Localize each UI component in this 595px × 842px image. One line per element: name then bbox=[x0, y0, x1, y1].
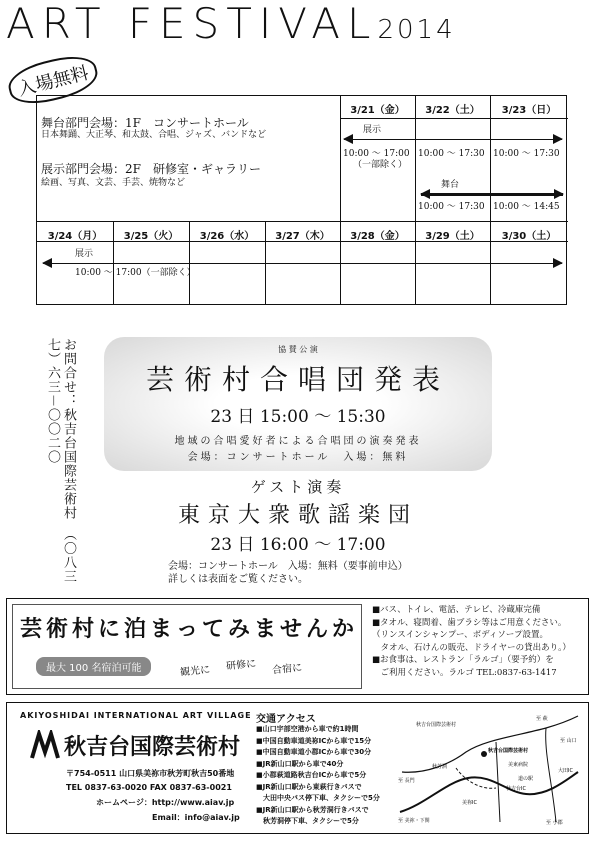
exhibit-genres: 絵画、写真、文芸、手芸、焼物など bbox=[41, 178, 186, 188]
time-3-23: 10:00 ～ 17:30 bbox=[493, 149, 560, 159]
day-header-3-24: 3/24（月） bbox=[47, 231, 103, 242]
time-3-21: 10:00 ～ 17:00 bbox=[343, 149, 410, 159]
guest-time: 23 日 16:00 ～ 17:00 bbox=[210, 535, 386, 555]
festival-title: ART FESTIVAL2014 bbox=[6, 0, 456, 48]
map-label-ota-ic: 大田IC bbox=[558, 768, 573, 774]
map-label-village: 秋吉台国際芸術村 bbox=[488, 748, 529, 754]
map-label-to-mine: 至 美祢・下関 bbox=[398, 818, 430, 824]
access-item: ■小郡萩道路秋吉台ICから車で5分 bbox=[256, 771, 367, 779]
amenity-line: ご利用ください。ラルゴ TEL:0837-63-1417 bbox=[372, 667, 557, 678]
purpose-camp: 合宿に bbox=[271, 662, 303, 677]
access-title: 交通アクセス bbox=[256, 714, 316, 725]
map-label-michinoeki: 道の駅 bbox=[518, 776, 534, 782]
guest-label: ゲスト演奏 bbox=[250, 478, 346, 496]
access-map bbox=[396, 712, 582, 828]
org-address: 〒754-0511 山口県美祢市秋芳町秋吉50番地 bbox=[66, 769, 235, 778]
contact-info: お問合せ：秋吉台国際芸術村 （〇八三七）六三－〇〇二〇 bbox=[45, 338, 76, 584]
exhibit-arrow-week1 bbox=[344, 139, 562, 140]
guest-name: 東京大衆歌謡楽団 bbox=[177, 503, 418, 528]
stage-venue: 舞台部門会場：1F コンサートホール bbox=[41, 116, 249, 130]
amenity-line: ■タオル、寝間着、歯ブラシ等はご用意ください。 bbox=[372, 617, 567, 628]
concert-tag: 協 賛 公 演 bbox=[278, 345, 318, 354]
map-label-to-hagi: 至 萩 bbox=[536, 716, 548, 722]
amenity-line: ■バス、トイレ、電話、テレビ、冷蔵庫完備 bbox=[372, 605, 541, 615]
org-logo-icon bbox=[30, 730, 60, 760]
day-header-3-22: 3/22（土） bbox=[425, 105, 480, 116]
map-label-to-nagato: 至 長門 bbox=[398, 778, 415, 784]
access-item: ■JR新山口駅から車で40分 bbox=[256, 759, 344, 768]
stage-label: 舞台 bbox=[441, 180, 460, 190]
access-item: ■山口宇部空港から車で約1時間 bbox=[256, 725, 359, 733]
concert-title: 芸術村合唱団発表 bbox=[145, 363, 450, 396]
day-header-3-30: 3/30（土） bbox=[501, 231, 557, 242]
access-item: ■JR新山口駅から秋芳洞行きバスで bbox=[256, 805, 369, 814]
map-label-to-ogori: 至 小郡 bbox=[546, 820, 563, 826]
exhibit-label-week1: 展示 bbox=[363, 125, 382, 135]
guest-note: 詳しくは表面をご覧ください。 bbox=[168, 574, 308, 585]
free-admission-badge: 入場無料 bbox=[4, 50, 101, 111]
map-label-akiyoshido: 秋芳洞 bbox=[432, 764, 448, 770]
map-label-akiyoshidai-ic: 秋吉台IC bbox=[506, 786, 526, 792]
map-label-hospital: 美東病院 bbox=[508, 762, 529, 768]
org-tel-fax: TEL 0837-63-0020 FAX 0837-63-0021 bbox=[66, 783, 232, 792]
access-item: ■中国自動車道小郡ICから車で30分 bbox=[256, 748, 372, 756]
stage-arrow bbox=[421, 193, 563, 196]
purpose-training: 研修に bbox=[225, 658, 257, 673]
stay-headline: 芸術村に泊まってみませんか bbox=[20, 617, 359, 642]
capacity-badge: 最大 100 名宿泊可能 bbox=[36, 657, 151, 676]
stage-time-3-22: 10:00 ～ 17:30 bbox=[418, 202, 485, 212]
map-label-to-yamaguchi: 至 山口 bbox=[560, 738, 577, 744]
concert-time: 23 日 15:00 ～ 15:30 bbox=[210, 407, 386, 427]
guest-venue: 会場：コンサートホール 入場：無料（要事前申込） bbox=[168, 561, 408, 572]
exhibit-venue: 展示部門会場：2F 研修室・ギャラリー bbox=[41, 162, 261, 176]
day-header-3-26: 3/26（水） bbox=[199, 231, 255, 242]
day-header-3-27: 3/27（木） bbox=[275, 231, 330, 242]
amenity-line: タオル、石けんの販売、ドライヤーの貸出あり。） bbox=[372, 642, 571, 653]
amenity-line: （リンスインシャンプー、ボディソープ設置。 bbox=[372, 630, 548, 640]
day-header-3-25: 3/25（火） bbox=[123, 231, 179, 242]
purpose-sightseeing: 観光に bbox=[179, 664, 211, 679]
access-item: ■JR新山口駅から東萩行きバスで bbox=[256, 782, 362, 791]
org-name: 秋吉台国際芸術村 bbox=[64, 735, 241, 760]
org-english-name: AKIYOSHIDAI INTERNATIONAL ART VILLAGE bbox=[20, 711, 252, 720]
access-item: 秋芳洞停下車、タクシーで5分 bbox=[256, 817, 359, 825]
map-label-mine-ic: 美祢IC bbox=[462, 800, 477, 806]
day-header-3-21: 3/21（金） bbox=[350, 105, 405, 116]
amenities-list bbox=[372, 604, 584, 679]
day-header-3-29: 3/29（土） bbox=[425, 231, 480, 242]
org-email[interactable]: Email：info@aiav.jp bbox=[152, 813, 240, 822]
day-header-3-23: 3/23（日） bbox=[501, 105, 557, 116]
map-label-village-top: 秋吉台国際芸術村 bbox=[416, 722, 457, 728]
day-header-3-28: 3/28（金） bbox=[350, 231, 405, 242]
time-week2: 10:00 ～ 17:00（一部除く） bbox=[75, 268, 196, 278]
stage-genres: 日本舞踊、大正琴、和太鼓、合唱、ジャズ、バンドなど bbox=[41, 130, 267, 140]
time-3-22: 10:00 ～ 17:30 bbox=[418, 149, 485, 159]
access-item: ■中国自動車道美祢ICから車で15分 bbox=[256, 736, 372, 745]
stage-time-3-23: 10:00 ～ 14:45 bbox=[493, 202, 560, 212]
exhibit-label-week2: 展示 bbox=[75, 249, 94, 259]
time-3-21-note: （一部除く） bbox=[353, 160, 408, 170]
exhibit-arrow-week2 bbox=[43, 263, 562, 264]
concert-desc: 地域の合唱愛好者による合唱団の演奏発表 bbox=[174, 436, 422, 447]
schedule-table bbox=[36, 95, 567, 305]
festival-year: 2014 bbox=[377, 15, 456, 45]
amenity-line: ■お食事は、レストラン「ラルゴ」（要予約）を bbox=[372, 655, 554, 665]
access-list bbox=[256, 724, 396, 828]
access-item: 大田中央バス停下車、タクシーで5分 bbox=[256, 794, 380, 802]
concert-venue: 会場：コンサートホール 入場：無料 bbox=[187, 452, 409, 463]
org-homepage[interactable]: ホームページ：http://www.aiav.jp bbox=[96, 798, 235, 807]
